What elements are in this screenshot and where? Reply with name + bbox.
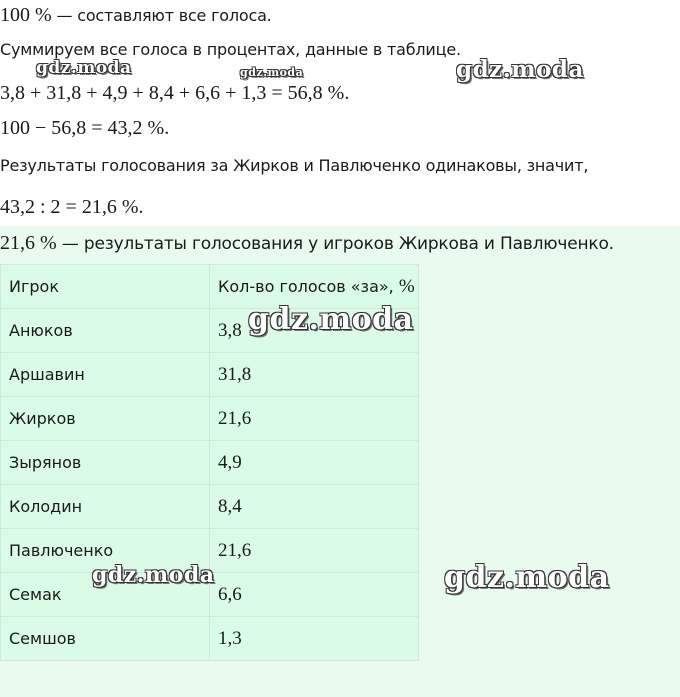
watermark: gdz.moda	[456, 56, 584, 83]
line-equal-results: Результаты голосования за Жирков и Павлюченко одинаковы, значит,	[0, 156, 589, 175]
table-row	[1, 353, 419, 397]
cell-player: Павлюченко	[1, 529, 210, 573]
cell-player: Анюков	[1, 309, 210, 353]
watermark: gdz.moda	[248, 302, 414, 337]
cell-player: Зырянов	[1, 441, 210, 485]
cell-player: Аршавин	[1, 353, 210, 397]
cell-votes: 21,6	[210, 397, 419, 441]
equation-difference: 100 − 56,8 = 43,2 %.	[0, 117, 170, 139]
cell-votes: 21,6	[210, 529, 419, 573]
cell-votes: 6,6	[210, 573, 419, 617]
math-100-percent: 100 %	[0, 4, 52, 26]
line-answer-text: — результаты голосования у игроков Жиркова и Павлюченко.	[56, 234, 614, 254]
table-row	[1, 617, 419, 661]
cell-player: Семшов	[1, 617, 210, 661]
cell-votes: 1,3	[210, 617, 419, 661]
cell-player: Семак	[1, 573, 210, 617]
watermark: gdz.moda	[36, 58, 132, 78]
watermark: gdz.moda	[444, 560, 610, 595]
table-row	[1, 397, 419, 441]
cell-player: Колодин	[1, 485, 210, 529]
cell-votes: 4,9	[210, 441, 419, 485]
table-row	[1, 485, 419, 529]
line-answer	[0, 232, 614, 255]
equation-division: 43,2 : 2 = 21,6 %.	[0, 196, 144, 218]
header-votes-unit: %	[398, 275, 415, 297]
header-player: Игрок	[1, 265, 210, 309]
line-total-text: — составляют все голоса.	[51, 6, 272, 25]
cell-votes: 31,8	[210, 353, 419, 397]
watermark: gdz.moda	[240, 66, 304, 79]
table-row	[1, 441, 419, 485]
header-votes-label: Кол-во голосов «за»,	[218, 276, 399, 296]
line-sum-intro: Суммируем все голоса в процентах, данные в таблице.	[0, 40, 461, 59]
equation-sum: 3,8 + 31,8 + 4,9 + 8,4 + 6,6 + 1,3 = 56,8 %.	[0, 82, 350, 104]
watermark: gdz.moda	[92, 562, 215, 588]
cell-player: Жирков	[1, 397, 210, 441]
line-total	[0, 4, 272, 27]
math-answer-value: 21,6 %	[0, 232, 57, 254]
cell-votes: 3,8	[210, 309, 419, 353]
cell-votes: 8,4	[210, 485, 419, 529]
